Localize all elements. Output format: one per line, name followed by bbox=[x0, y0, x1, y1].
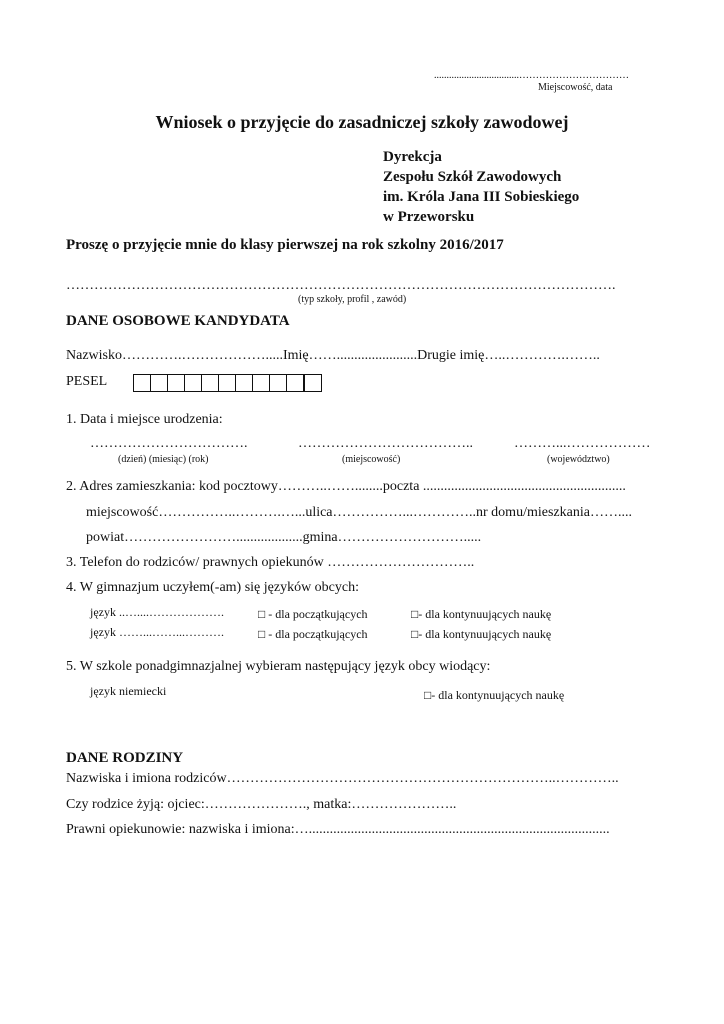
leading-language-label: 5. W szkole ponadgimnazjalnej wybieram następujący język obcy wiodący: bbox=[66, 659, 491, 674]
birth-date-field[interactable]: ……………………………. bbox=[90, 436, 248, 451]
addressee-line: im. Króla Jana III Sobieskiego bbox=[383, 189, 580, 205]
gymnasium-languages-label: 4. W gimnazjum uczyłem(-am) się języków obcych: bbox=[66, 580, 360, 595]
family-data-heading: DANE RODZINY bbox=[66, 750, 184, 766]
place-date-line: ..................................…………………………… bbox=[434, 70, 629, 81]
birth-date-caption: (dzień) (miesiąc) (rok) bbox=[118, 454, 209, 465]
parents-alive-field[interactable]: Czy rodzice żyją: ojciec:…………………., matka:………………….. bbox=[66, 797, 457, 812]
pesel-digit-box[interactable] bbox=[235, 374, 253, 392]
pesel-digit-box[interactable] bbox=[184, 374, 202, 392]
leading-language-continuing-checkbox[interactable]: □- dla kontynuujących naukę bbox=[424, 688, 565, 702]
language-1-field[interactable]: język ..…....………………. bbox=[90, 605, 224, 619]
birth-voivodeship-field[interactable]: ………...……………… bbox=[514, 436, 651, 451]
addressee-line: w Przeworsku bbox=[383, 209, 475, 225]
pesel-digit-box[interactable] bbox=[167, 374, 185, 392]
parents-names-field[interactable]: Nazwiska i imiona rodziców……………………………………………………………..………….. bbox=[66, 771, 619, 786]
birth-voivodeship-caption: (województwo) bbox=[547, 454, 610, 465]
request-sentence: Proszę o przyjęcie mnie do klasy pierwszej na rok szkolny 2016/2017 bbox=[66, 237, 504, 253]
pesel-digit-box[interactable] bbox=[252, 374, 270, 392]
language-1-beginner-checkbox[interactable]: □ - dla początkujących bbox=[258, 607, 368, 621]
language-2-beginner-checkbox[interactable]: □ - dla początkujących bbox=[258, 627, 368, 641]
birth-place-field[interactable]: ……………………………….. bbox=[298, 436, 473, 451]
personal-data-heading: DANE OSOBOWE KANDYDATA bbox=[66, 313, 290, 329]
school-type-field[interactable]: ………………………………………………………………………………………………………. bbox=[66, 278, 616, 293]
pesel-digit-box[interactable] bbox=[133, 374, 151, 392]
addressee-line: Zespołu Szkół Zawodowych bbox=[383, 169, 562, 185]
address-line-2[interactable]: miejscowość……………..……….…...ulica……………...…………..nr domu/mieszkania…….... bbox=[86, 505, 632, 520]
parents-phone-field[interactable]: 3. Telefon do rodziców/ prawnych opiekunów ………………………….. bbox=[66, 555, 475, 570]
place-date-caption: Miejscowość, data bbox=[538, 82, 613, 93]
pesel-digit-box[interactable] bbox=[303, 374, 322, 392]
pesel-digit-box[interactable] bbox=[218, 374, 236, 392]
address-line-1[interactable]: 2. Adres zamieszkania: kod pocztowy………..……........poczta .......................................................... bbox=[66, 479, 626, 494]
school-type-caption: (typ szkoły, profil , zawód) bbox=[298, 294, 407, 305]
pesel-digit-box[interactable] bbox=[269, 374, 287, 392]
leading-language-value: język niemiecki bbox=[90, 684, 167, 698]
addressee-block bbox=[383, 147, 579, 227]
pesel-label: PESEL bbox=[66, 374, 108, 389]
birth-place-caption: (miejscowość) bbox=[342, 454, 401, 465]
pesel-digit-box[interactable] bbox=[150, 374, 168, 392]
pesel-digit-box[interactable] bbox=[201, 374, 219, 392]
birth-label: 1. Data i miejsce urodzenia: bbox=[66, 412, 223, 427]
pesel-input-boxes[interactable] bbox=[134, 374, 322, 392]
name-fields-line[interactable]: Nazwisko………….……………….....Imię…….......................Drugie imię…..………….…….. bbox=[66, 348, 600, 363]
pesel-digit-box[interactable] bbox=[286, 374, 304, 392]
address-line-3[interactable]: powiat……………………...................gmina………………………..... bbox=[86, 530, 482, 545]
language-1-continuing-checkbox[interactable]: □- dla kontynuujących naukę bbox=[411, 607, 552, 621]
language-2-field[interactable]: język ……...……...………. bbox=[90, 625, 224, 639]
legal-guardians-field[interactable]: Prawni opiekunowie: nazwiska i imiona:…...................................................................................... bbox=[66, 822, 610, 837]
language-2-continuing-checkbox[interactable]: □- dla kontynuujących naukę bbox=[411, 627, 552, 641]
addressee-line: Dyrekcja bbox=[383, 149, 442, 165]
form-title: Wniosek o przyjęcie do zasadniczej szkoły zawodowej bbox=[155, 112, 569, 132]
